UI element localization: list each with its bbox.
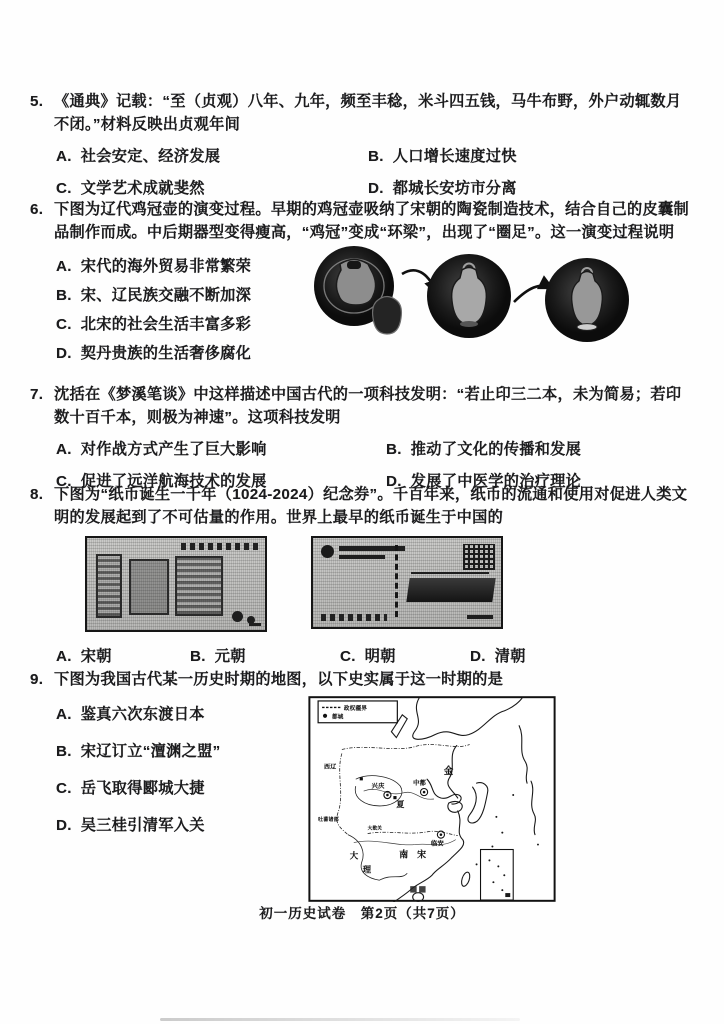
question-8-stem	[30, 483, 694, 529]
history-period-map-image	[308, 696, 556, 902]
option-a	[56, 256, 304, 278]
option-label: C.	[56, 780, 72, 797]
option-label: B.	[368, 148, 384, 165]
question-5	[30, 90, 694, 200]
option-a	[56, 439, 386, 461]
option-b	[386, 439, 694, 461]
question-7	[30, 383, 694, 493]
option-text: 社会安定、经济发展	[80, 148, 221, 165]
note-footer-text	[321, 614, 387, 621]
chicken-crest-pot-evolution-image	[304, 240, 634, 358]
question-number: 7.	[30, 386, 44, 403]
page-footer: 初一历史试卷 第2页（共7页）	[259, 906, 465, 921]
option-c	[340, 645, 396, 666]
option-c	[56, 314, 304, 336]
option-text: 吴三桂引清军入关	[80, 817, 205, 834]
option-label: D.	[386, 473, 402, 490]
map-label-jin: 金	[443, 765, 454, 777]
map-label-xingqing: 兴庆	[371, 783, 385, 791]
note-print-block	[175, 556, 223, 616]
option-text: 鉴真六次东渡日本	[80, 706, 205, 723]
note-mark	[467, 615, 493, 619]
map-label-dali-li: 理	[362, 864, 372, 875]
question-5-options	[56, 146, 694, 200]
option-b	[56, 285, 304, 307]
legend-capital-label: 都城	[331, 714, 344, 721]
option-text: 宋朝	[80, 648, 112, 665]
note-subtitle-bar	[339, 555, 385, 559]
question-number: 6.	[30, 201, 44, 218]
option-label: C.	[340, 648, 356, 665]
option-label: C.	[56, 180, 72, 197]
option-text: 宋辽订立“澶渊之盟”	[80, 743, 221, 760]
note-mark	[411, 572, 489, 574]
map-label-xiliao: 西辽	[324, 764, 337, 771]
map-label-tubo: 吐蕃诸部	[318, 817, 340, 823]
question-6-body	[30, 244, 694, 372]
option-label: D.	[56, 817, 72, 834]
option-d	[56, 343, 304, 365]
option-label: A.	[56, 258, 72, 275]
pot-foot	[460, 321, 478, 327]
option-text: 人口增长速度过快	[392, 148, 517, 165]
option-label: D.	[470, 648, 486, 665]
question-stem-text: 下图为辽代鸡冠壶的演变过程。早期的鸡冠壶吸纳了宋朝的陶瓷制造技术，结合自己的皮囊制品制作而成。中后期器型变得瘦高，“鸡冠”变成“环梁”，出现了“圈足”。这一演变过程说明	[54, 201, 689, 241]
pot-foot-ring	[577, 324, 597, 331]
banknote-images	[85, 536, 694, 632]
note-dot-grid	[463, 544, 495, 570]
banknote-image-right	[311, 536, 503, 629]
city-square	[360, 777, 363, 780]
option-a	[56, 645, 112, 666]
map-label-xia: 夏	[396, 799, 405, 809]
legend-boundary-label: 政权疆界	[343, 705, 368, 712]
scan-smudge	[160, 1018, 520, 1021]
option-label: B.	[56, 287, 72, 304]
question-stem-text: 下图为我国古代某一历史时期的地图，以下史实属于这一时期的是	[54, 671, 504, 688]
note-mark	[249, 623, 261, 626]
map-label-dasanguan: 大散关	[367, 825, 383, 831]
option-d	[368, 178, 694, 200]
option-text: 明朝	[364, 648, 396, 665]
note-print-block	[96, 554, 122, 618]
pot-photo-late	[545, 258, 629, 342]
legend-capital-symbol	[323, 714, 327, 718]
option-label: B.	[56, 743, 72, 760]
map-label-linan: 临安	[431, 840, 445, 848]
option-text: 都城长安坊市分离	[392, 180, 517, 197]
option-label: B.	[190, 648, 206, 665]
question-5-stem	[30, 90, 694, 136]
question-9	[30, 668, 694, 908]
question-7-stem	[30, 383, 694, 429]
question-stem-text: 沈括在《梦溪笔谈》中这样描述中国古代的一项科技发明：“若止印三二本，未为简易；若印数十百千本，则极为神速”。这项科技发明	[54, 386, 682, 426]
map-label-zhongdu: 中都	[413, 780, 427, 788]
question-number: 8.	[30, 486, 44, 503]
option-label: C.	[56, 473, 72, 490]
question-number: 5.	[30, 93, 44, 110]
option-text: 清朝	[494, 648, 526, 665]
question-9-stem	[30, 668, 694, 691]
question-6-stem	[30, 198, 694, 244]
pot-crest	[347, 261, 361, 269]
option-text: 契丹贵族的生活奢侈腐化	[80, 345, 252, 362]
option-text: 促进了远洋航海技术的发展	[80, 473, 267, 490]
note-title-text	[181, 543, 259, 550]
option-b	[190, 645, 246, 666]
option-text: 元朝	[214, 648, 246, 665]
inset-box	[481, 850, 514, 901]
banknote-image-left	[85, 536, 267, 632]
note-print-block	[129, 559, 169, 615]
option-label: A.	[56, 441, 72, 458]
option-label: A.	[56, 648, 72, 665]
question-stem-text: 下图为“纸币诞生一千年（1024-2024）纪念券”。千百年来，纸币的流通和使用对促进人类文明的发展起到了不可估量的作用。世界上最早的纸币诞生于中国的	[54, 486, 688, 526]
note-vignette-band	[406, 578, 495, 602]
option-text: 发展了中医学的治疗理论	[410, 473, 582, 490]
option-text: 北宋的社会生活丰富多彩	[80, 316, 252, 333]
option-text: 文学艺术成就斐然	[80, 180, 205, 197]
map-legend	[318, 701, 397, 723]
option-label: D.	[368, 180, 384, 197]
map-label-dali-da: 大	[349, 850, 359, 861]
question-6-options	[56, 256, 304, 372]
option-d	[470, 645, 526, 666]
small-pot	[373, 297, 402, 335]
option-text: 岳飞取得郾城大捷	[80, 780, 205, 797]
option-text: 对作战方式产生了巨大影响	[80, 441, 267, 458]
question-number: 9.	[30, 671, 44, 688]
map-inset-south-china-sea	[481, 850, 514, 901]
note-perforation-line	[395, 545, 398, 617]
option-b	[368, 146, 694, 168]
option-text: 宋、辽民族交融不断加深	[80, 287, 252, 304]
option-label: A.	[56, 148, 72, 165]
question-6	[30, 198, 694, 372]
option-label: D.	[56, 345, 72, 362]
option-label: B.	[386, 441, 402, 458]
note-seal	[232, 611, 243, 622]
option-label: A.	[56, 706, 72, 723]
question-stem-text: 《通典》记载：“至（贞观）八年、九年，频至丰稔，米斗四五钱，马牛布野，外户动辄数月不闭。”材料反映出贞观年间	[54, 93, 682, 133]
option-a	[56, 146, 368, 168]
option-c	[56, 178, 368, 200]
option-label: C.	[56, 316, 72, 333]
question-8	[30, 483, 694, 667]
map-label-nansong: 南宋	[399, 849, 435, 860]
option-text: 推动了文化的传播和发展	[410, 441, 582, 458]
question-8-options	[30, 645, 694, 667]
pot-photo-early	[314, 246, 401, 334]
inset-mark	[505, 893, 510, 897]
note-logo	[321, 545, 334, 558]
city-square	[393, 796, 396, 799]
option-text: 宋代的海外贸易非常繁荣	[80, 258, 252, 275]
pot-photo-middle	[427, 254, 511, 338]
